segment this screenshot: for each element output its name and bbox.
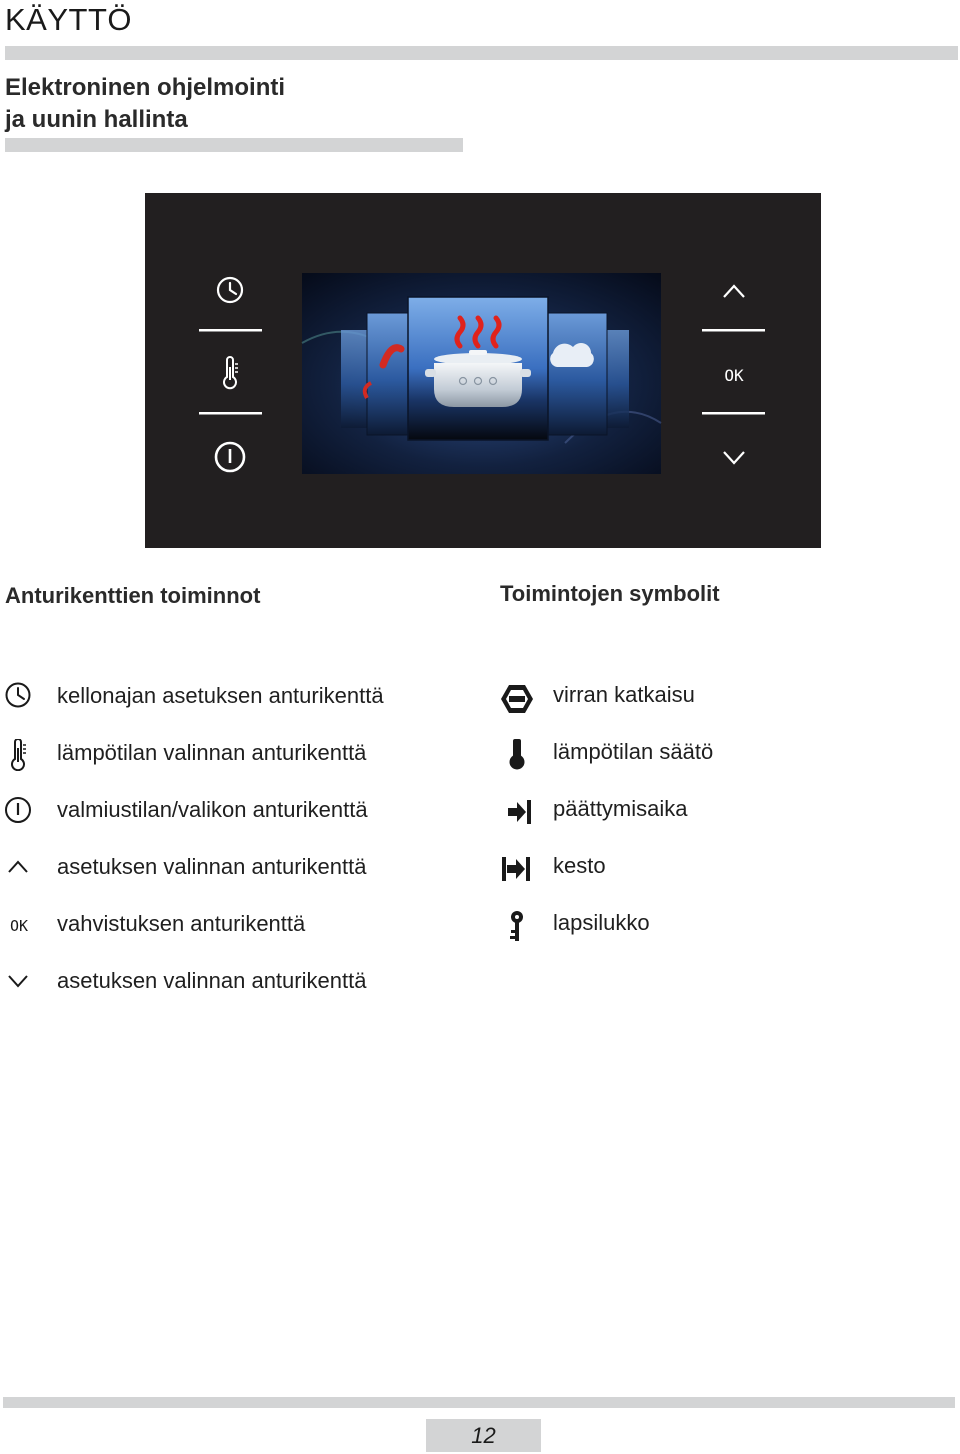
ok-icon-text: OK [9,917,29,935]
sensor-label: asetuksen valinnan anturikenttä [57,854,367,879]
thermometer-icon [224,357,238,388]
power-off-hexagon-icon [500,681,532,713]
clock-icon [4,682,36,714]
symbol-label: virran katkaisu [553,682,695,707]
sensor-label: vahvistuksen anturikenttä [57,911,306,936]
control-panel-illustration [145,193,821,548]
separator-line [702,412,765,415]
end-time-icon [500,795,532,827]
function-symbols-heading: Toimintojen symbolit [500,581,720,606]
key-lock-icon [500,909,532,941]
subtitle-line-2: ja uunin hallinta [5,106,188,133]
chevron-up-icon [724,286,744,297]
section-subtitle [5,72,285,136]
ok-icon [4,910,36,942]
separator-line [199,412,262,415]
ok-label: OK [724,366,744,385]
symbol-label: päättymisaika [553,796,688,821]
page-number: 12 [426,1419,541,1452]
chevron-up-icon [4,853,36,885]
sensor-label: lämpötilan valinnan anturikenttä [57,740,367,765]
power-icon [4,796,36,828]
symbol-label: lapsilukko [553,910,650,935]
chevron-down-icon [724,452,744,463]
power-icon [216,443,244,471]
duration-icon [500,852,532,884]
sensor-label: asetuksen valinnan anturikenttä [57,968,367,993]
sensor-label: valmiustilan/valikon anturikenttä [57,797,368,822]
control-panel-drawing [145,193,821,548]
display-screen [302,273,661,474]
clock-icon [218,278,242,302]
subtitle-rule [5,138,463,152]
section-title: KÄYTTÖ [5,2,133,37]
separator-line [702,329,765,332]
cooking-pot-icon [425,350,531,407]
sensor-functions-heading: Anturikenttien toiminnot [5,583,261,608]
header-rule [5,46,958,60]
thermometer-icon [4,739,36,771]
symbol-label: lämpötilan säätö [553,739,714,764]
chevron-down-icon [4,967,36,999]
sensor-label: kellonajan asetuksen anturikenttä [57,683,384,708]
temperature-control-icon [500,738,532,770]
footer-rule [3,1397,955,1408]
symbol-label: kesto [553,853,606,878]
subtitle-line-1: Elektroninen ohjelmointi [5,74,286,101]
separator-line [199,329,262,332]
